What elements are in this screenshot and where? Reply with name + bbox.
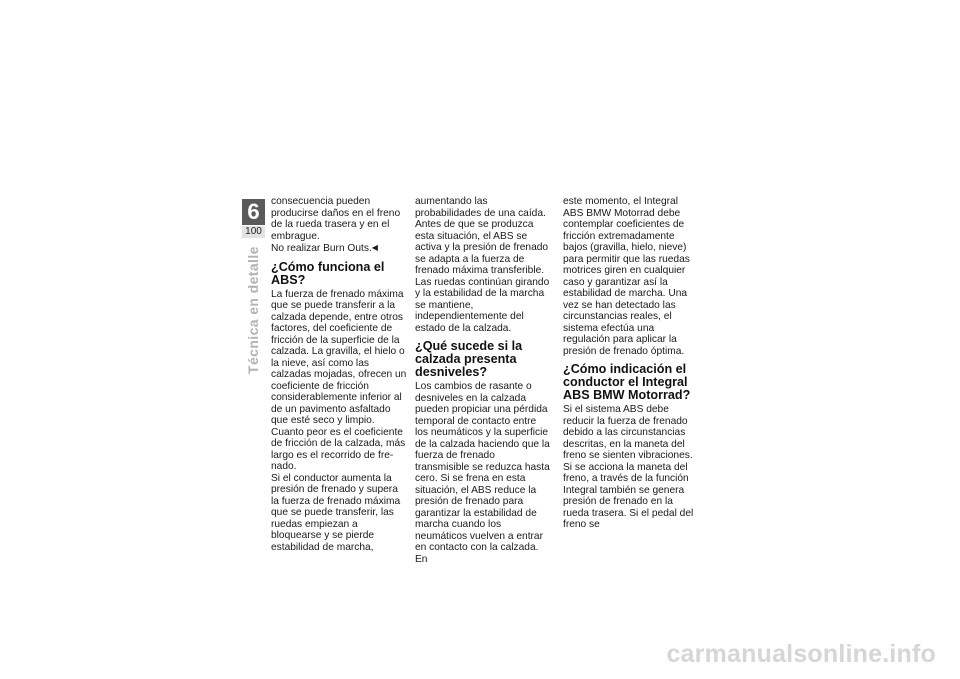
paragraph: Si se acciona la maneta del freno, a través de la función Integral también se genera presión de frenado en la rueda trasera. Si el pedal del freno se [563,461,694,530]
chapter-number: 6 [242,199,265,225]
paragraph: este momento, el Integral ABS BMW Motorrad debe contemplar coeficientes de fricción extremadamente bajos (gravilla, hielo, nieve) para permitir que las ruedas motrices giren en cualquier caso y garantizar así la estabilidad de marcha. Una vez se han detectado las circunstancias reales, el sistema efectúa una regulación para aplicar la presión de frenado óptima. [563,196,690,357]
paragraph: La fuerza de frenado máxima que se puede transferir a la calzada depende, entre otros factores, del coeficiente de fricción de la superficie de la calzada. La gravilla, el hielo o la nieve, así como las calzadas mojadas, ofrecen un coeficiente de fricción considerablemente inferior al de un pavimento asfaltado que esté seco y limpio. Cuanto peor es el coeficiente de fricción de la calzada, más largo es el recorrido de frenado. [271,288,407,472]
paragraph: aumentando las probabilidades de una caída. Antes de que se produzca esta situación, el ABS se activa y la presión de frenado se adapta a la fuerza de frenado máxima transferible. Las ruedas continúan girando y la estabilidad de la marcha se mantiene, independientemente del estado de la calzada. [415,196,550,334]
text-column-3 [563,196,700,531]
text-column-1 [271,196,408,553]
paragraph: Si el sistema ABS debe reducir la fuerza de frenado debido a las circunstancias descritas, en la maneta del freno se sienten vibraciones. [563,404,693,461]
section-heading: ¿Cómo funciona el ABS? [271,259,385,287]
end-mark-icon: ◀ [371,243,378,252]
paragraph: Si el conductor aumenta la presión de frenado y supera la fuerza de frenado máxima que se puede transferir, las ruedas empiezan a bloquearse y se pierde estabilidad de marcha, [271,472,401,553]
paragraph-text: No realizar Burn Outs. [271,243,372,254]
paragraph: consecuencia pueden producirse daños en el freno de la rueda trasera y en el embrague. [271,196,401,242]
paragraph: Los cambios de rasante o desniveles en la calzada pueden propiciar una pérdida temporal de contacto entre los neumáticos y la superficie de la calzada haciendo que la fuerza de frenado transmisible se reduzca hasta cero. Si se frena en esta situación, el ABS reduce la presión de frenado para garantizar la estabilidad de marcha cuando los neumáticos vuelven a entrar en contacto con la calzada. En [415,381,550,565]
paragraph [271,242,408,255]
watermark: carmanualsonline.info [666,640,936,668]
page-number: 100 [242,226,265,238]
section-heading: ¿Qué sucede si la calzada presenta desniveles? [415,339,523,379]
text-column-2 [415,196,552,565]
section-heading: ¿Cómo indicación el conductor el Integral ABS BMW Motorrad? [563,362,691,402]
chapter-title: Técnica en detalle [245,246,261,374]
chapter-tab [242,199,265,238]
